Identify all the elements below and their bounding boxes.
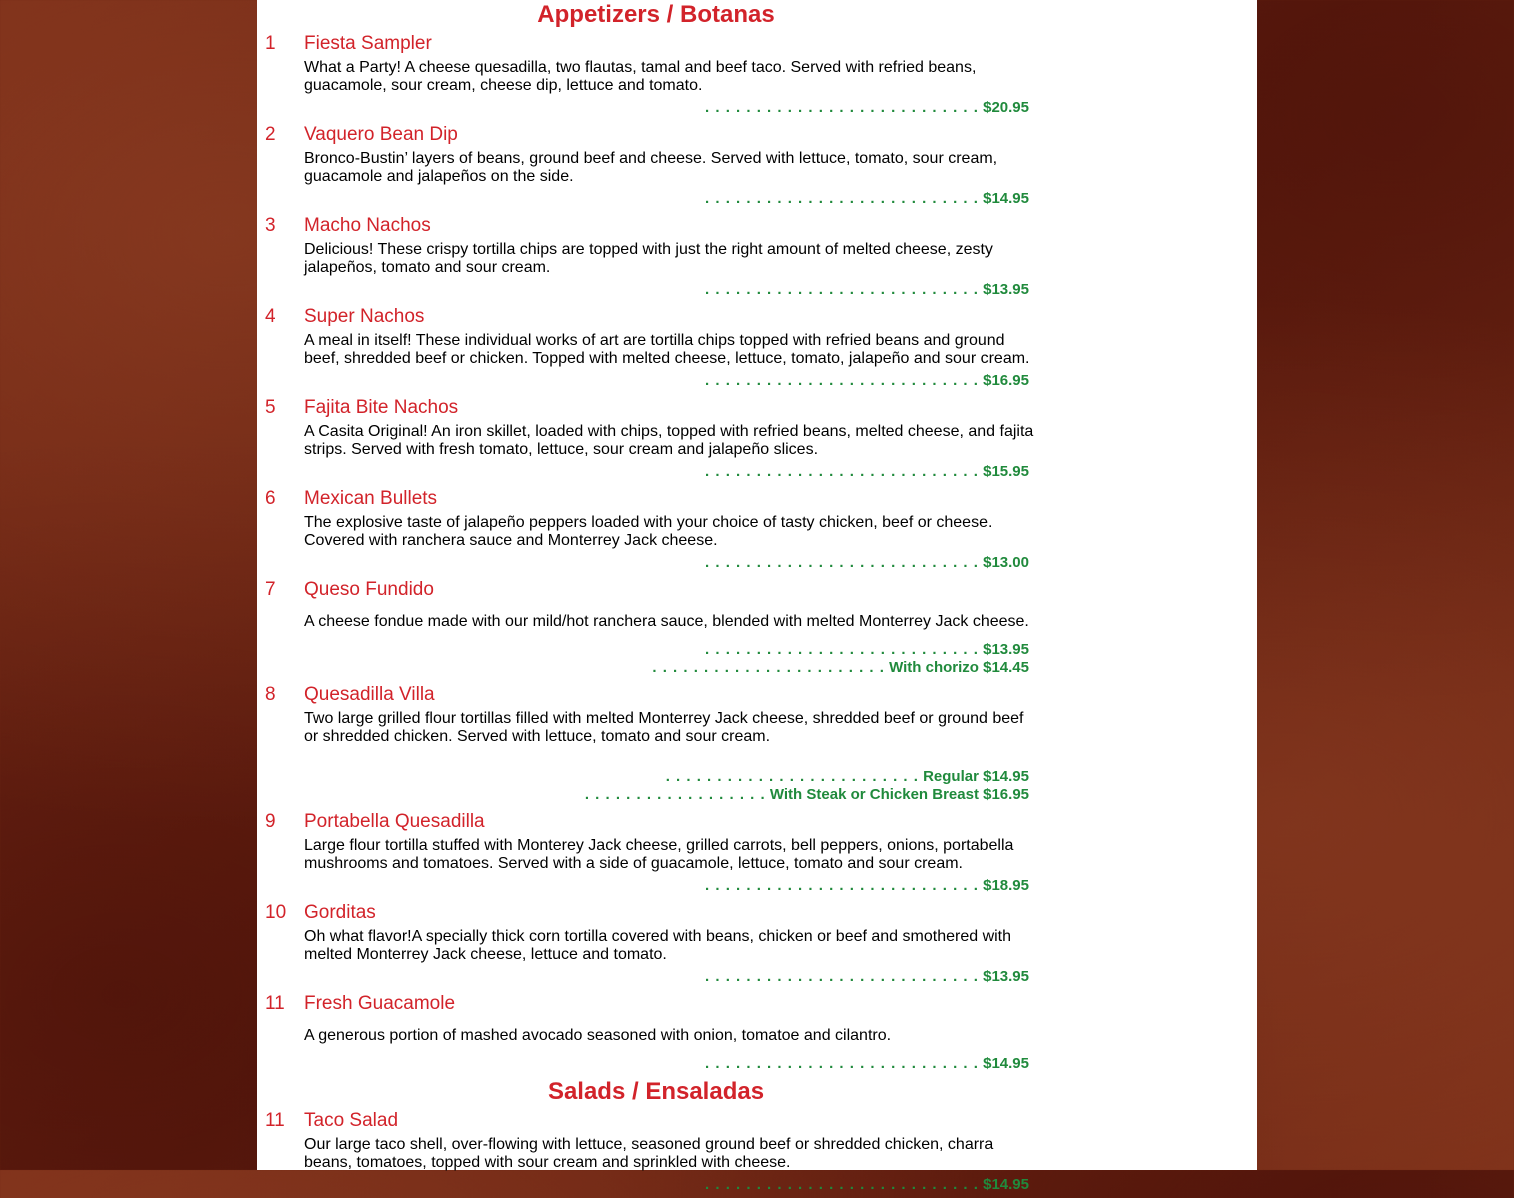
item-name: Fresh Guacamole — [304, 993, 456, 1014]
dot-leader: . . . . . . . . . . . . . . . . . . . . . . . . . . . — [705, 281, 979, 298]
menu-item-vaquero-bean-dip — [257, 121, 1047, 212]
item-price: . . . . . . . . . . . . . . . . . . . . . . . . . . . $15.95 — [705, 463, 1029, 480]
menu-item-mexican-bullets — [257, 485, 1047, 576]
item-name: Vaquero Bean Dip — [304, 124, 458, 145]
item-price-steak-chicken: . . . . . . . . . . . . . . . . . . With Steak or Chicken Breast $16.95 — [584, 786, 1029, 803]
item-number: 6 — [265, 488, 276, 509]
item-description: A cheese fondue made with our mild/hot ranchera sauce, blended with melted Monterrey Jack cheese. — [304, 613, 1029, 630]
item-number: 11 — [265, 993, 285, 1014]
item-description: Our large taco shell, over-flowing with lettuce, seasoned ground beef or shredded chicken, charra beans, tomatoes, topped with sour cream and sprinkled with cheese. — [304, 1136, 994, 1171]
item-price: . . . . . . . . . . . . . . . . . . . . . . . . . . . $13.95 — [705, 641, 1029, 658]
item-price-with-chorizo: . . . . . . . . . . . . . . . . . . . . . . . With chorizo $14.45 — [652, 659, 1029, 676]
item-price: . . . . . . . . . . . . . . . . . . . . . . . . . . . $18.95 — [705, 877, 1029, 894]
item-name: Gorditas — [304, 902, 376, 923]
item-number: 10 — [265, 902, 287, 923]
salads-heading: Salads / Ensaladas — [547, 1078, 765, 1105]
item-description: Oh what flavor!A specially thick corn tortilla covered with beans, chicken or beef and smothered with melted Monterrey Jack cheese, lettuce and tomato. — [304, 928, 1012, 963]
menu-item-quesadilla-villa — [257, 681, 1047, 808]
menu-item-super-nachos — [257, 303, 1047, 394]
dot-leader: . . . . . . . . . . . . . . . . . . . . . . . . . . . — [705, 190, 979, 207]
menu-item-fajita-bite-nachos — [257, 394, 1047, 485]
dot-leader: . . . . . . . . . . . . . . . . . . . . . . . . . . . — [705, 372, 979, 389]
dot-leader: . . . . . . . . . . . . . . . . . . — [584, 786, 766, 803]
item-name: Fiesta Sampler — [304, 33, 432, 54]
item-description: Two large grilled flour tortillas filled with melted Monterrey Jack cheese, shredded beef or ground beef or shredded chicken. Served with lettuce, tomato and sour cream. — [304, 710, 1024, 745]
menu-item-queso-fundido — [257, 576, 1047, 681]
dot-leader: . . . . . . . . . . . . . . . . . . . . . . . . . . . — [705, 1055, 979, 1072]
item-number: 8 — [265, 684, 276, 705]
item-name: Macho Nachos — [304, 215, 431, 236]
menu-item-portabella-quesadilla — [257, 808, 1047, 899]
menu-panel — [257, 0, 1257, 1193]
dot-leader: . . . . . . . . . . . . . . . . . . . . . . . . . . . — [705, 641, 979, 658]
dot-leader: . . . . . . . . . . . . . . . . . . . . . . . . . — [665, 768, 919, 785]
item-price: . . . . . . . . . . . . . . . . . . . . . . . . . . . $13.00 — [705, 554, 1029, 571]
item-price: . . . . . . . . . . . . . . . . . . . . . . . . . . . $20.95 — [705, 99, 1029, 116]
dot-leader: . . . . . . . . . . . . . . . . . . . . . . . . . . . — [705, 99, 979, 116]
menu-item-fiesta-sampler — [257, 30, 1047, 121]
item-name: Super Nachos — [304, 306, 425, 327]
item-price-regular: . . . . . . . . . . . . . . . . . . . . . . . . . Regular $14.95 — [665, 768, 1029, 785]
dot-leader: . . . . . . . . . . . . . . . . . . . . . . . . . . . — [705, 968, 979, 985]
appetizers-heading: Appetizers / Botanas — [537, 1, 775, 28]
item-description: A generous portion of mashed avocado seasoned with onion, tomatoe and cilantro. — [304, 1027, 892, 1044]
item-description: A Casita Original! An iron skillet, loaded with chips, topped with refried beans, melted cheese, and fajita strips. Served with fresh tomato, lettuce, sour cream and jalapeño slices. — [304, 423, 1034, 458]
item-name: Portabella Quesadilla — [304, 811, 485, 832]
item-number: 1 — [265, 33, 276, 54]
dot-leader: . . . . . . . . . . . . . . . . . . . . . . . — [652, 659, 885, 676]
item-price: . . . . . . . . . . . . . . . . . . . . . . . . . . . $13.95 — [705, 281, 1029, 298]
menu-item-fresh-guacamole — [257, 990, 1047, 1077]
menu-item-gorditas — [257, 899, 1047, 990]
item-price: . . . . . . . . . . . . . . . . . . . . . . . . . . . $14.95 — [705, 1055, 1029, 1072]
dot-leader: . . . . . . . . . . . . . . . . . . . . . . . . . . . — [705, 463, 979, 480]
item-number: 7 — [265, 579, 276, 600]
dot-leader: . . . . . . . . . . . . . . . . . . . . . . . . . . . — [705, 1176, 979, 1193]
dot-leader: . . . . . . . . . . . . . . . . . . . . . . . . . . . — [705, 554, 979, 571]
item-number: 3 — [265, 215, 276, 236]
item-number: 5 — [265, 397, 276, 418]
item-name: Fajita Bite Nachos — [304, 397, 459, 418]
item-name: Taco Salad — [304, 1110, 399, 1131]
item-description: A meal in itself! These individual works of art are tortilla chips topped with refried beans and ground beef, shredded beef or chicken. Topped with melted cheese, lettuce, tomato, jalapeño and sour cream. — [304, 332, 1030, 367]
item-price: . . . . . . . . . . . . . . . . . . . . . . . . . . . $16.95 — [705, 372, 1029, 389]
item-description: Large flour tortilla stuffed with Monterey Jack cheese, grilled carrots, bell peppers, onions, portabella mushrooms and tomatoes. Served with a side of guacamole, lettuce, tomato and sour cream. — [304, 837, 1014, 872]
item-name: Quesadilla Villa — [304, 684, 435, 705]
item-name: Mexican Bullets — [304, 488, 438, 509]
item-number: 2 — [265, 124, 276, 145]
item-number: 11 — [265, 1110, 285, 1131]
item-price: . . . . . . . . . . . . . . . . . . . . . . . . . . . $14.95 — [705, 1176, 1029, 1193]
item-price: . . . . . . . . . . . . . . . . . . . . . . . . . . . $14.95 — [705, 190, 1029, 207]
item-description: What a Party! A cheese quesadilla, two flautas, tamal and beef taco. Served with refried beans, guacamole, sour cream, cheese dip, lettuce and tomato. — [304, 59, 977, 94]
item-description: The explosive taste of jalapeño peppers loaded with your choice of tasty chicken, beef or cheese. Covered with ranchera sauce and Monterrey Jack cheese. — [304, 514, 993, 549]
item-description: Bronco-Bustin’ layers of beans, ground beef and cheese. Served with lettuce, tomato, sour cream, guacamole and jalapeños on the side. — [304, 150, 998, 185]
menu-item-taco-salad — [257, 1107, 1047, 1198]
item-description: Delicious! These crispy tortilla chips are topped with just the right amount of melted cheese, zesty jalapeños, tomato and sour cream. — [304, 241, 993, 276]
item-name: Queso Fundido — [304, 579, 434, 600]
dot-leader: . . . . . . . . . . . . . . . . . . . . . . . . . . . — [705, 877, 979, 894]
item-price: . . . . . . . . . . . . . . . . . . . . . . . . . . . $13.95 — [705, 968, 1029, 985]
menu-content — [257, 0, 1047, 1198]
menu-item-macho-nachos — [257, 212, 1047, 303]
item-number: 4 — [265, 306, 276, 327]
item-number: 9 — [265, 811, 276, 832]
